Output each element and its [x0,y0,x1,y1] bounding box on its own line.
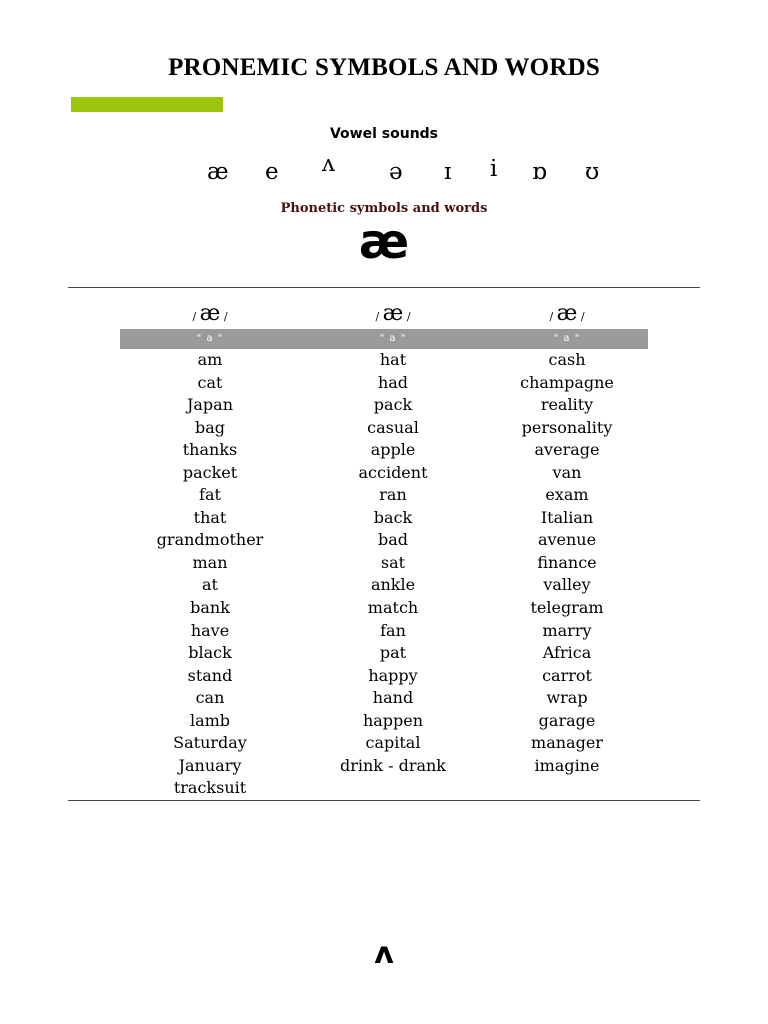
spelling-label: " a " [379,333,407,344]
word-item: Italian [540,507,594,527]
word-item: happen [362,710,424,730]
word-item: accident [358,462,428,482]
vowel-symbol: e [265,159,279,185]
word-item: exam [545,485,589,505]
word-item: champagne [520,372,614,392]
word-column-3 [477,349,657,777]
word-item: finance [537,552,597,572]
word-item: ran [379,485,407,505]
vowel-symbol: ɒ [532,159,547,185]
word-item: am [197,350,223,369]
word-item: cash [548,350,586,369]
word-item: bag [194,417,226,437]
word-item: January [178,755,242,775]
word-item: drink - drank [339,755,446,775]
word-item: reality [540,395,594,415]
word-item: tracksuit [173,778,247,798]
word-item: have [190,620,230,640]
word-item: telegram [530,598,604,618]
word-item: sat [380,552,406,572]
word-item: thanks [182,440,238,460]
word-item: valley [543,575,591,595]
word-item: Africa [542,643,592,663]
word-item: carrot [542,665,592,685]
word-item: casual [367,417,419,437]
word-item: back [373,507,413,527]
word-item: apple [370,440,416,460]
word-item: black [188,643,232,663]
column-symbol-header: / æ / [375,301,411,326]
word-item: average [534,440,600,460]
word-item: at [202,575,218,595]
word-item: that [193,507,227,527]
word-item: had [377,372,409,392]
word-column-2 [303,349,483,777]
word-item: garage [538,710,596,730]
word-item: man [192,552,228,572]
spelling-label: " a " [196,333,224,344]
vowel-symbol: ə [389,159,403,185]
word-item: personality [521,417,613,437]
word-item: grandmother [156,530,264,550]
word-item: hat [379,350,407,369]
vowel-symbols-row [0,152,768,192]
vowel-symbol: ɪ [444,159,452,185]
word-item: bad [377,530,409,550]
word-item: bank [190,598,230,618]
word-item: marry [542,620,592,640]
spelling-label: " a " [553,333,581,344]
vowel-symbol: æ [207,159,229,185]
word-column-1 [120,349,300,800]
column-symbol-header: / æ / [192,301,228,326]
page-title: PRONEMIC SYMBOLS AND WORDS [168,54,600,81]
word-item: happy [368,665,418,685]
table-top-rule [68,287,700,288]
word-item: cat [197,372,223,392]
word-item: Saturday [173,733,247,753]
word-item: fan [380,620,406,640]
word-item: imagine [534,755,600,775]
word-item: capital [365,733,421,753]
phonetic-symbols-heading: Phonetic symbols and words [280,201,488,216]
column-symbol-header: / æ / [549,301,585,326]
word-item: ankle [370,575,416,595]
vowel-symbol: ʊ [585,159,600,185]
word-item: hand [372,688,414,708]
word-item: can [195,688,225,708]
vowel-symbol: i [490,156,498,182]
word-item: van [552,462,582,482]
word-item: pack [373,395,413,415]
accent-bar [71,97,223,112]
word-item: avenue [537,530,597,550]
large-ae-symbol: æ [358,214,410,270]
word-item: Japan [186,395,234,415]
word-item: fat [199,485,221,505]
vowel-symbol: ʌ [322,151,335,177]
table-bottom-rule [68,800,700,801]
word-item: manager [531,733,603,753]
large-wedge-symbol: ʌ [374,936,394,971]
word-item: stand [187,665,233,685]
word-item: match [367,598,419,618]
word-item: wrap [546,688,588,708]
word-item: pat [379,643,407,663]
word-item: lamb [189,710,231,730]
vowel-sounds-heading: Vowel sounds [329,126,439,142]
word-item: packet [182,462,238,482]
